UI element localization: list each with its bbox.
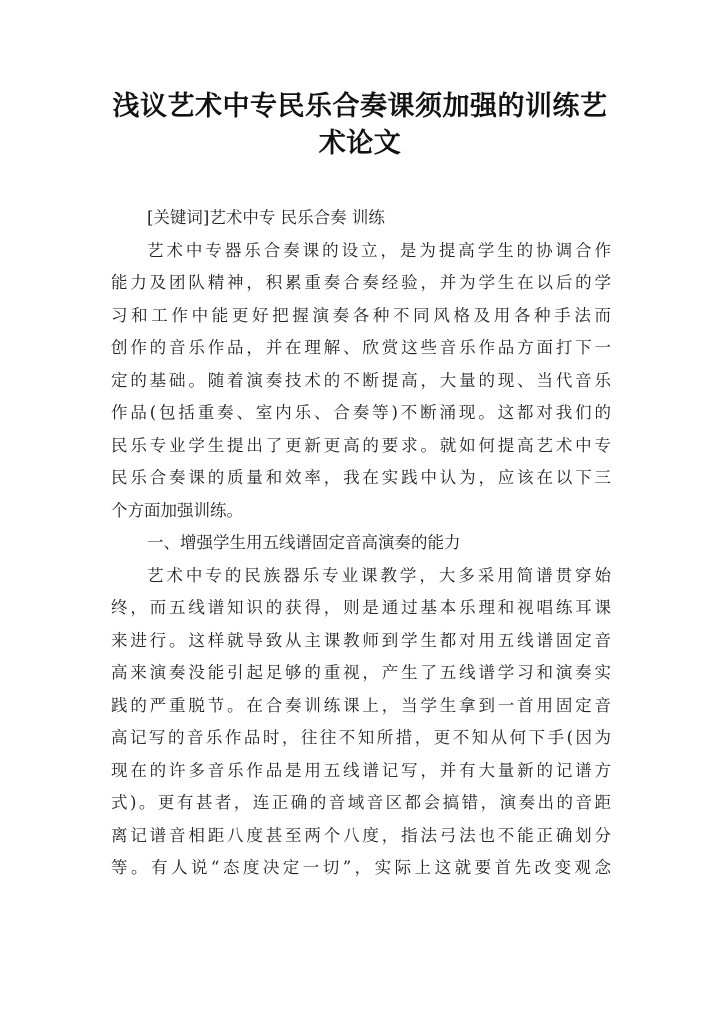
- text-line: 式)。更有甚者，连正确的音域音区都会搞错，演奏出的音距: [111, 793, 611, 812]
- text-line: 个方面加强训练。: [111, 500, 243, 520]
- text-line: 现在的许多音乐作品是用五线谱记写，并有大量新的记谱方: [111, 760, 611, 780]
- text-line: 一、增强学生用五线谱固定音高演奏的能力: [147, 533, 461, 552]
- text-line: 等。有人说“态度决定一切”，实际上这就要首先改变观念: [111, 858, 611, 877]
- text-line: 高记写的音乐作品时，往往不知所措，更不知从何下手(因为: [111, 728, 611, 747]
- text-line: 艺术中专器乐合奏课的设立，是为提高学生的协调合作: [147, 240, 611, 260]
- text-line: 践的严重脱节。在合奏训练课上，当学生拿到一首用固定音: [111, 695, 611, 715]
- document-title: [100, 88, 620, 162]
- text-line: 创作的音乐作品，并在理解、欣赏这些音乐作品方面打下一: [111, 338, 611, 357]
- title-line-1: 浅议艺术中专民乐合奏课须加强的训练艺: [112, 91, 608, 122]
- text-line: 终，而五线谱知识的获得，则是通过基本乐理和视唱练耳课: [111, 598, 611, 617]
- text-line: 习和工作中能更好把握演奏各种不同风格及用各种手法而: [111, 305, 611, 325]
- text-line: [关键词]艺术中专 民乐合奏 训练: [147, 208, 385, 227]
- text-line: 离记谱音相距八度甚至两个八度，指法弓法也不能正确划分: [111, 825, 611, 845]
- text-line: 作品(包括重奏、室内乐、合奏等)不断涌现。这都对我们的: [111, 403, 611, 422]
- text-line: 定的基础。随着演奏技术的不断提高，大量的现、当代音乐: [111, 370, 611, 390]
- text-line: 民乐合奏课的质量和效率，我在实践中认为，应该在以下三: [111, 468, 611, 487]
- text-line: 能力及团队精神，积累重奏合奏经验，并为学生在以后的学: [111, 273, 611, 292]
- text-line: 来进行。这样就导致从主课教师到学生都对用五线谱固定音: [111, 630, 611, 650]
- text-line: 高来演奏没能引起足够的重视，产生了五线谱学习和演奏实: [111, 663, 611, 682]
- text-line: 民乐专业学生提出了更新更高的要求。就如何提高艺术中专: [111, 435, 611, 455]
- document-body: [111, 202, 611, 885]
- title-line-2: 术论文: [318, 128, 402, 159]
- text-line: 艺术中专的民族器乐专业课教学，大多采用简谱贯穿始: [147, 565, 611, 585]
